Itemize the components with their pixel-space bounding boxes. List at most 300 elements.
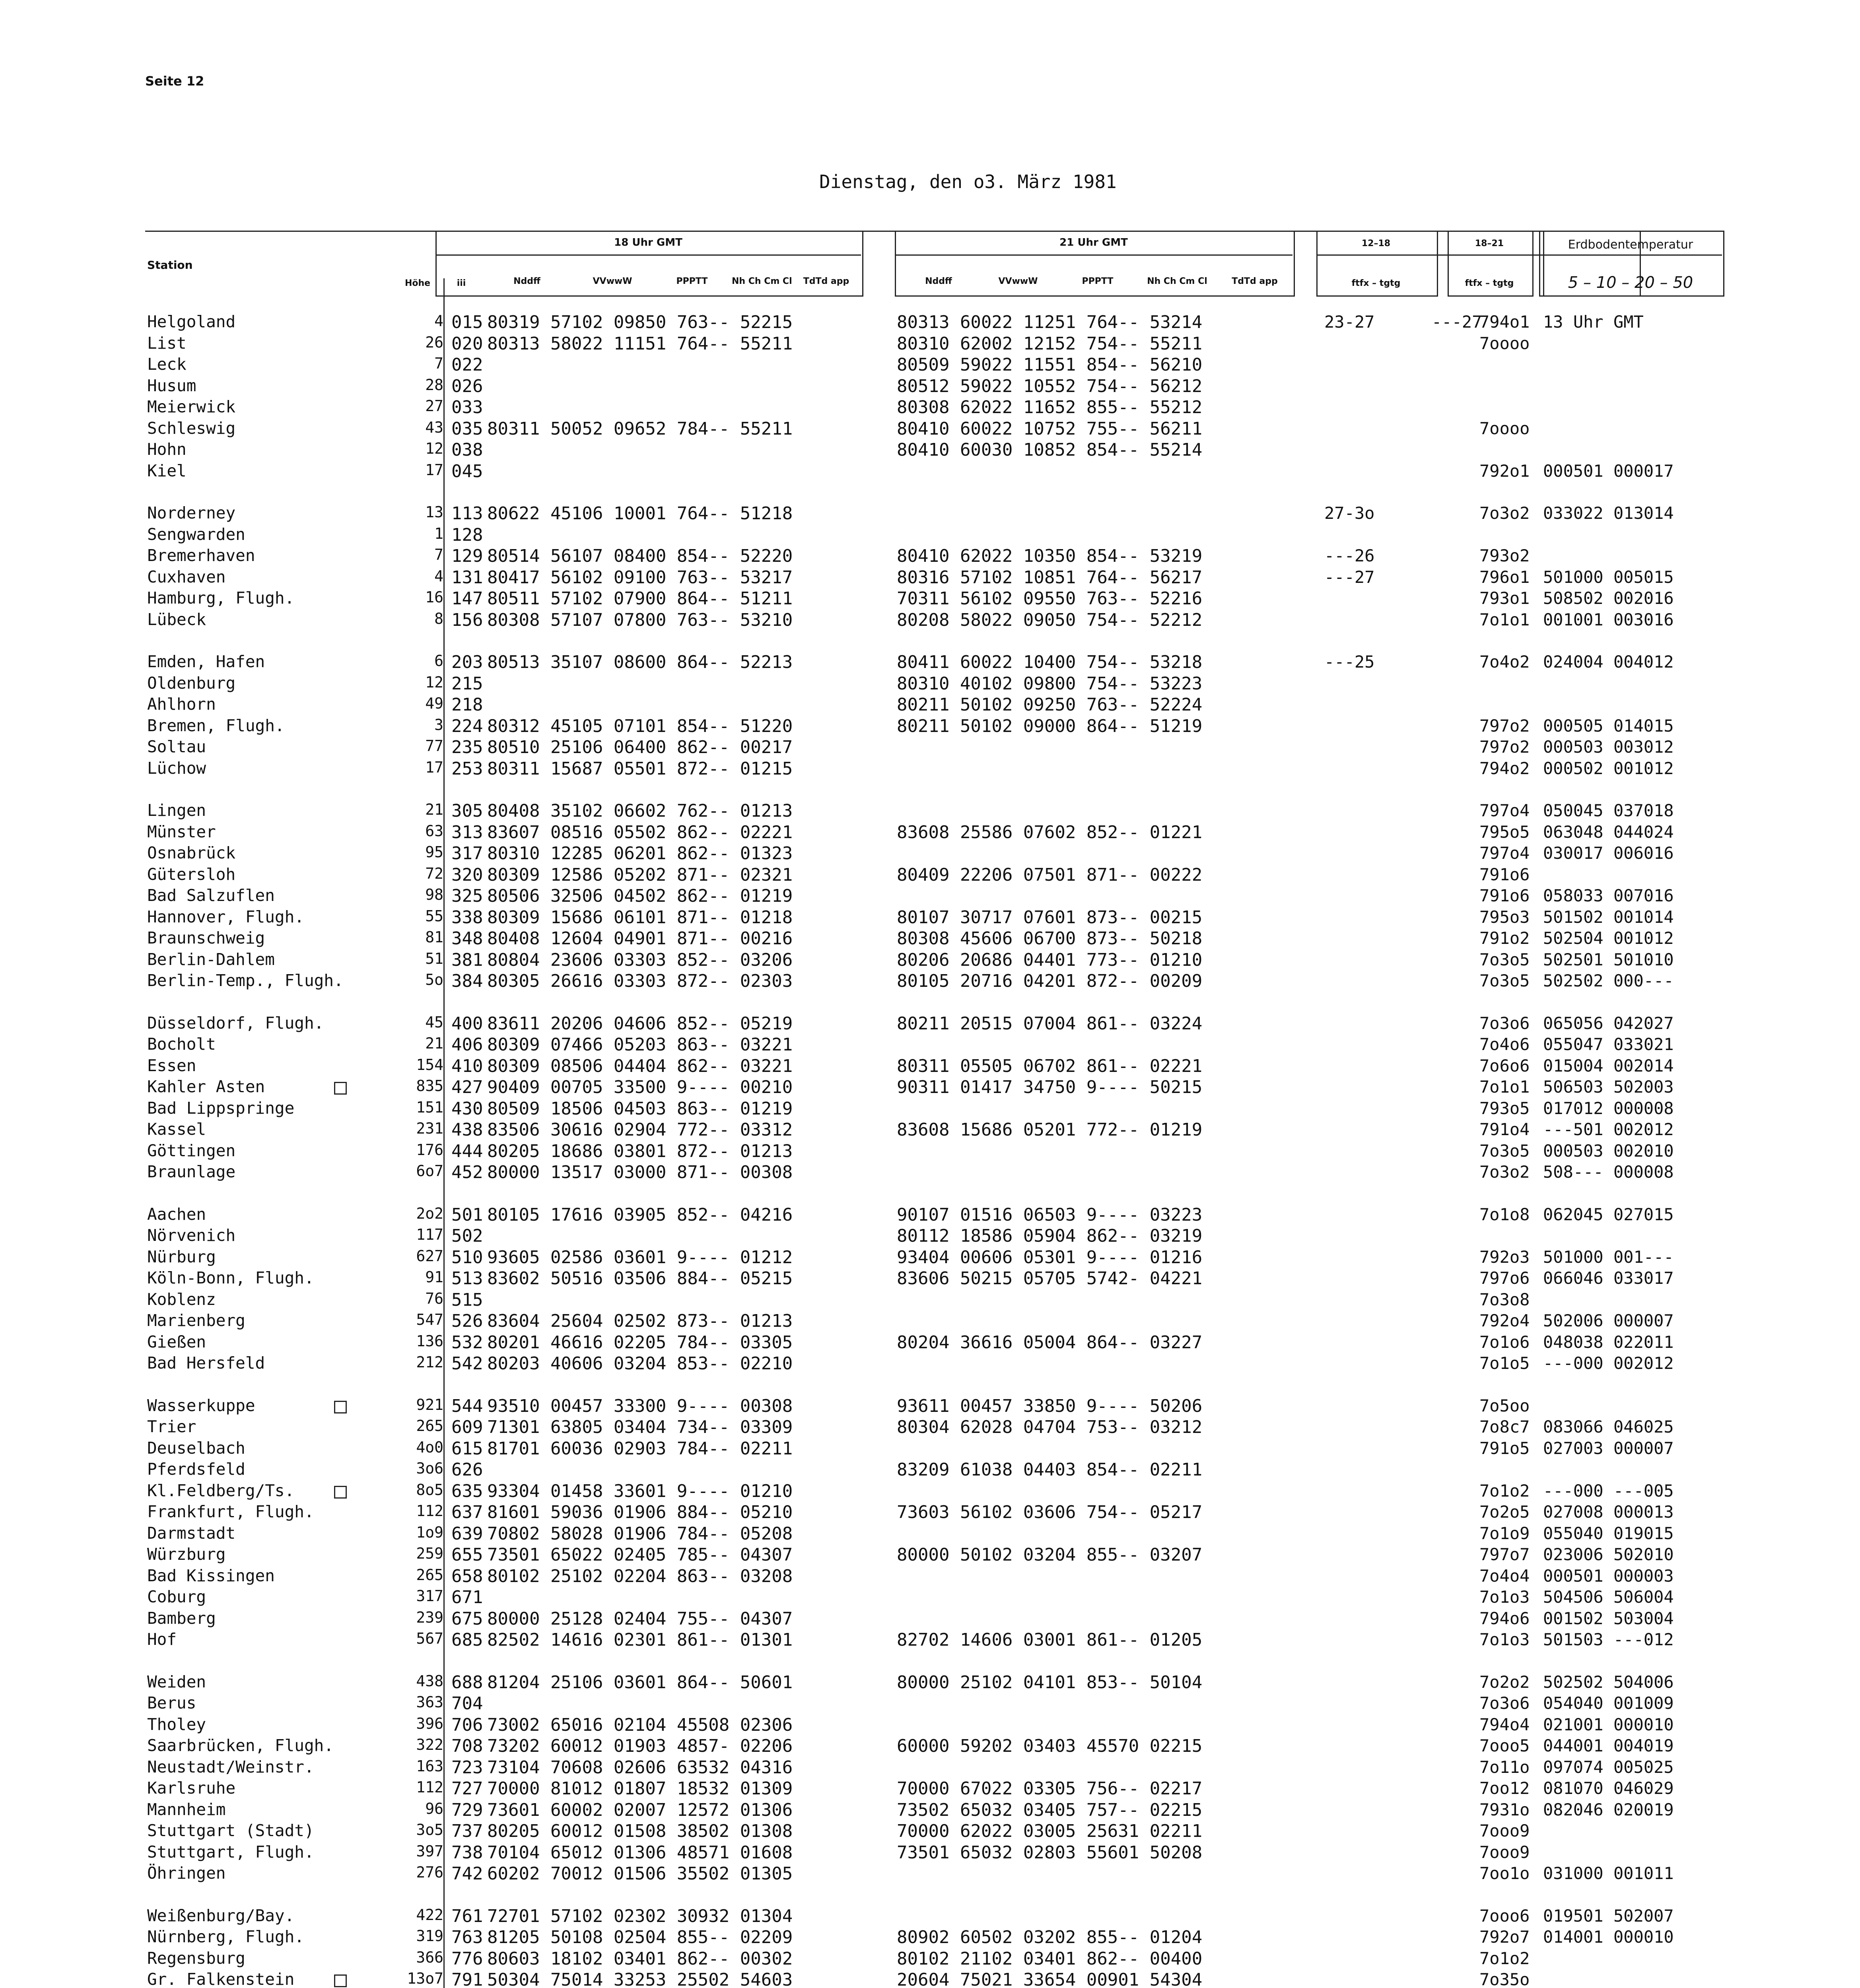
rr-tx-tn: 7o3o2 [1479, 503, 1530, 523]
station-name: Kassel [147, 1120, 206, 1139]
rr-tx-tn: 7oo1o [1479, 1864, 1530, 1883]
obs-18-utc: 81205 50108 02504 855-- 02209 [487, 1927, 793, 1947]
station-height: 835 [416, 1077, 443, 1095]
soil-temperature: 021001 000010 [1543, 1715, 1674, 1734]
station-height: 21 [425, 1035, 443, 1052]
obs-18-utc: 71301 63805 03404 734-- 03309 [487, 1417, 793, 1437]
station-name: Braunlage [147, 1162, 236, 1181]
obs-18-utc: 80201 46616 02205 784-- 03305 [487, 1332, 793, 1353]
obs-21-utc: 73501 65032 02803 55601 50208 [897, 1842, 1203, 1863]
obs-18-utc: 80408 35102 06602 762-- 01213 [487, 801, 793, 821]
header-col: TdTd app [803, 276, 849, 286]
station-id: 532 [451, 1332, 483, 1353]
station-id: 131 [451, 567, 483, 588]
header-col: VVwwW [998, 276, 1038, 286]
station-height: 265 [416, 1566, 443, 1584]
wind-18-21: ---27 [1432, 312, 1482, 332]
station-id: 033 [451, 397, 483, 417]
rr-tx-tn: 7o1o3 [1479, 1587, 1530, 1607]
obs-21-utc: 80512 59022 10552 754-- 56212 [897, 376, 1203, 396]
soil-temperature: 000501 000003 [1543, 1566, 1674, 1586]
station-height: 259 [416, 1545, 443, 1562]
station-id: 626 [451, 1460, 483, 1480]
rr-tx-tn: 7o1o2 [1479, 1949, 1530, 1968]
station-name: Koblenz [147, 1290, 216, 1309]
soil-temperature: 501000 001--- [1543, 1247, 1674, 1267]
obs-18-utc: 73002 65016 02104 45508 02306 [487, 1715, 793, 1735]
station-id: 444 [451, 1141, 483, 1161]
rr-tx-tn: 797o7 [1479, 1545, 1530, 1564]
station-id: 026 [451, 376, 483, 396]
station-id: 502 [451, 1226, 483, 1246]
station-name: Stuttgart (Stadt) [147, 1821, 314, 1840]
obs-21-utc: 80211 20515 07004 861-- 03224 [897, 1013, 1203, 1034]
soil-temperature: 001502 503004 [1543, 1609, 1674, 1628]
station-id: 406 [451, 1035, 483, 1055]
obs-18-utc: 80310 12285 06201 862-- 01323 [487, 843, 793, 864]
soil-temperature: 048038 022011 [1543, 1332, 1674, 1352]
rr-tx-tn: 792o3 [1479, 1247, 1530, 1267]
station-id: 685 [451, 1630, 483, 1650]
obs-21-utc: 80313 60022 11251 764-- 53214 [897, 312, 1203, 332]
station-name: Gütersloh [147, 865, 236, 884]
rr-tx-tn: 7o4o4 [1479, 1566, 1530, 1586]
station-height: 4 [434, 312, 443, 330]
obs-18-utc: 80000 13517 03000 871-- 00308 [487, 1162, 793, 1182]
station-height: 49 [425, 695, 443, 712]
header-sub: ftfx – tgtg [1465, 278, 1514, 288]
soil-temperature: 000503 002010 [1543, 1141, 1674, 1161]
obs-21-utc: 60000 59202 03403 45570 02215 [897, 1736, 1203, 1756]
soil-temperature: 044001 004019 [1543, 1736, 1674, 1755]
station-name: Cuxhaven [147, 567, 226, 586]
station-id: 015 [451, 312, 483, 332]
station-name: Pferdsfeld [147, 1460, 245, 1479]
station-id: 215 [451, 674, 483, 694]
header-erd-depths: 5 – 10 – 20 – 50 [1568, 274, 1693, 292]
station-id: 410 [451, 1056, 483, 1076]
station-height: 4 [434, 567, 443, 585]
station-name: Essen [147, 1056, 196, 1075]
station-id: 235 [451, 737, 483, 757]
soil-temperature: 050045 037018 [1543, 801, 1674, 820]
station-name: Frankfurt, Flugh. [147, 1502, 314, 1521]
soil-temperature: 014001 000010 [1543, 1927, 1674, 1947]
rr-tx-tn: 797o4 [1479, 801, 1530, 820]
station-height: 154 [416, 1056, 443, 1074]
header-21-uhr: 21 Uhr GMT [1059, 237, 1128, 248]
obs-18-utc: 93510 00457 33300 9---- 00308 [487, 1396, 793, 1416]
obs-18-utc: 93605 02586 03601 9---- 01212 [487, 1247, 793, 1268]
obs-18-utc: 80622 45106 10001 764-- 51218 [487, 503, 793, 524]
rr-tx-tn: 7o1o5 [1479, 1353, 1530, 1373]
obs-21-utc: 80211 50102 09250 763-- 52224 [897, 695, 1203, 715]
station-id: 045 [451, 461, 483, 481]
station-name: Braunschweig [147, 928, 265, 947]
station-height: 28 [425, 376, 443, 394]
station-height: 319 [416, 1927, 443, 1945]
soil-temperature: ---501 002012 [1543, 1120, 1674, 1139]
rr-tx-tn: 7o1o1 [1479, 610, 1530, 629]
soil-temperature: 502502 000--- [1543, 971, 1674, 990]
station-name: Würzburg [147, 1545, 226, 1564]
obs-21-utc: 80509 59022 11551 854-- 56210 [897, 355, 1203, 375]
station-name: Lübeck [147, 610, 206, 629]
soil-temperature: 065056 042027 [1543, 1013, 1674, 1033]
station-height: 17 [425, 759, 443, 776]
station-name: Coburg [147, 1587, 206, 1606]
station-name: Husum [147, 376, 196, 395]
obs-21-utc: 73502 65032 03405 757-- 02215 [897, 1800, 1203, 1820]
obs-18-utc: 70802 58028 01906 784-- 05208 [487, 1524, 793, 1544]
station-height: 265 [416, 1417, 443, 1435]
header-col: Nddff [925, 276, 952, 286]
station-id: 384 [451, 971, 483, 991]
soil-temperature: 033022 013014 [1543, 503, 1674, 523]
rr-tx-tn: 7o4o6 [1479, 1035, 1530, 1054]
obs-18-utc: 80205 18686 03801 872-- 01213 [487, 1141, 793, 1161]
obs-18-utc: 83602 50516 03506 884-- 05215 [487, 1268, 793, 1289]
soil-temperature: 055047 033021 [1543, 1035, 1674, 1054]
station-id: 038 [451, 440, 483, 460]
header-col: TdTd app [1232, 276, 1278, 286]
rr-tx-tn: 7o3o5 [1479, 971, 1530, 990]
rr-tx-tn: 796o1 [1479, 567, 1530, 587]
header-hoehe: Höhe [404, 278, 431, 288]
obs-21-utc: 80410 62022 10350 854-- 53219 [897, 546, 1203, 566]
obs-21-utc: 70000 62022 03005 25631 02211 [897, 1821, 1203, 1841]
station-name: Berlin-Dahlem [147, 950, 275, 969]
header-iii: iii [457, 278, 466, 288]
wind-12-18: ---27 [1324, 567, 1375, 587]
station-name: Bremerhaven [147, 546, 255, 565]
station-id: 510 [451, 1247, 483, 1268]
soil-temperature: 000502 001012 [1543, 759, 1674, 778]
station-height: 13 [425, 503, 443, 521]
obs-21-utc: 80308 62022 11652 855-- 55212 [897, 397, 1203, 417]
obs-21-utc: 80411 60022 10400 754-- 53218 [897, 652, 1203, 672]
station-id: 675 [451, 1609, 483, 1629]
obs-21-utc: 80206 20686 04401 773-- 01210 [897, 950, 1203, 970]
rr-tx-tn: 794o1 [1479, 312, 1530, 332]
station-height: 627 [416, 1247, 443, 1265]
station-height: 4o0 [416, 1439, 443, 1456]
station-height: 3 [434, 716, 443, 734]
obs-21-utc: 80310 40102 09800 754-- 53223 [897, 674, 1203, 694]
obs-21-utc: 80211 50102 09000 864-- 51219 [897, 716, 1203, 736]
station-id: 761 [451, 1906, 483, 1926]
station-name: Bad Lippspringe [147, 1099, 295, 1118]
station-height: 13o7 [407, 1970, 443, 1987]
soil-temperature: 082046 020019 [1543, 1800, 1674, 1819]
soil-temperature: 502504 001012 [1543, 928, 1674, 948]
obs-18-utc: 80309 07466 05203 863-- 03221 [487, 1035, 793, 1055]
obs-18-utc: 80203 40606 03204 853-- 02210 [487, 1353, 793, 1374]
obs-18-utc: 80309 08506 04404 862-- 03221 [487, 1056, 793, 1076]
station-name: Bad Salzuflen [147, 886, 275, 905]
station-height: 6 [434, 652, 443, 670]
wind-12-18: 23-27 [1324, 312, 1375, 332]
soil-temperature: 058033 007016 [1543, 886, 1674, 905]
station-id: 544 [451, 1396, 483, 1416]
header-erdboden: Erdbodentemperatur [1568, 238, 1693, 252]
obs-18-utc: 80417 56102 09100 763-- 53217 [487, 567, 793, 588]
obs-21-utc: 80112 18586 05904 862-- 03219 [897, 1226, 1203, 1246]
obs-18-utc: 81601 59036 01906 884-- 05210 [487, 1502, 793, 1522]
station-name: Marienberg [147, 1311, 245, 1330]
soil-temperature: 502502 504006 [1543, 1672, 1674, 1692]
rr-tx-tn: 7o3o8 [1479, 1290, 1530, 1309]
station-height: 396 [416, 1715, 443, 1732]
obs-21-utc: 80311 05505 06702 861-- 02221 [897, 1056, 1203, 1076]
rr-tx-tn: 794o4 [1479, 1715, 1530, 1734]
wind-12-18: 27-3o [1324, 503, 1375, 523]
station-id: 438 [451, 1120, 483, 1140]
station-height: 8 [434, 610, 443, 627]
station-name: Nürnberg, Flugh. [147, 1927, 304, 1946]
rr-tx-tn: 795o5 [1479, 822, 1530, 842]
rr-tx-tn: 791o2 [1479, 928, 1530, 948]
soil-temperature: 083066 046025 [1543, 1417, 1674, 1437]
station-height: 921 [416, 1396, 443, 1413]
obs-21-utc: 80000 50102 03204 855-- 03207 [897, 1545, 1203, 1565]
header-col: PPPTT [1082, 276, 1114, 286]
obs-21-utc: 80410 60022 10752 755-- 56211 [897, 419, 1203, 439]
station-height: 112 [416, 1502, 443, 1520]
rr-tx-tn: 797o6 [1479, 1268, 1530, 1288]
obs-18-utc: 80506 32506 04502 862-- 01219 [487, 886, 793, 906]
station-height: 63 [425, 822, 443, 840]
rr-tx-tn: 7oooo [1479, 419, 1530, 438]
soil-temperature: 023006 502010 [1543, 1545, 1674, 1564]
station-name: Lüchow [147, 759, 206, 778]
obs-18-utc: 80305 26616 03303 872-- 02303 [487, 971, 793, 991]
obs-18-utc: 73104 70608 02606 63532 04316 [487, 1757, 793, 1778]
rr-tx-tn: 7ooo6 [1479, 1906, 1530, 1926]
station-name: Öhringen [147, 1864, 226, 1883]
station-name: Hannover, Flugh. [147, 907, 304, 926]
rr-tx-tn: 791o4 [1479, 1120, 1530, 1139]
station-id: 313 [451, 822, 483, 843]
station-name: Stuttgart, Flugh. [147, 1842, 314, 1862]
station-height: 95 [425, 843, 443, 861]
station-id: 400 [451, 1013, 483, 1034]
obs-18-utc: 73202 60012 01903 4857- 02206 [487, 1736, 793, 1756]
station-name: Regensburg [147, 1949, 245, 1968]
station-height: 1o9 [416, 1524, 443, 1541]
station-name: Saarbrücken, Flugh. [147, 1736, 334, 1755]
rr-tx-tn: 7o1o1 [1479, 1077, 1530, 1097]
obs-18-utc: 81701 60036 02903 784-- 02211 [487, 1439, 793, 1459]
station-name: Bamberg [147, 1609, 216, 1628]
soil-temperature: 031000 001011 [1543, 1864, 1674, 1883]
station-id: 320 [451, 865, 483, 885]
obs-18-utc: 80312 45105 07101 854-- 51220 [487, 716, 793, 736]
obs-18-utc: 80513 35107 08600 864-- 52213 [487, 652, 793, 672]
header-12-18: 12–18 [1361, 239, 1391, 248]
station-height: 81 [425, 928, 443, 946]
station-name: Nörvenich [147, 1226, 236, 1245]
rr-tx-tn: 7ooo9 [1479, 1842, 1530, 1862]
rr-tx-tn: 7o1o2 [1479, 1481, 1530, 1501]
station-name: Bocholt [147, 1035, 216, 1054]
obs-21-utc: 80902 60502 03202 855-- 01204 [897, 1927, 1203, 1947]
station-name: Neustadt/Weinstr. [147, 1757, 314, 1776]
station-height: 567 [416, 1630, 443, 1647]
station-name: Darmstadt [147, 1524, 236, 1543]
rr-tx-tn: 7ooo5 [1479, 1736, 1530, 1755]
station-name: Gr. Falkenstein [147, 1970, 295, 1988]
soil-temperature: 054040 001009 [1543, 1693, 1674, 1713]
obs-21-utc: 80000 25102 04101 853-- 50104 [897, 1672, 1203, 1693]
square-icon [334, 1082, 347, 1095]
header-sub: ftfx – tgtg [1351, 278, 1401, 288]
station-id: 427 [451, 1077, 483, 1097]
obs-18-utc: 80105 17616 03905 852-- 04216 [487, 1205, 793, 1225]
station-name: Göttingen [147, 1141, 236, 1160]
obs-21-utc: 83608 25586 07602 852-- 01221 [897, 822, 1203, 843]
station-id: 639 [451, 1524, 483, 1544]
header-col: PPPTT [676, 276, 708, 286]
header-18-21: 18–21 [1475, 239, 1504, 248]
station-id: 727 [451, 1778, 483, 1799]
obs-18-utc: 90409 00705 33500 9---- 00210 [487, 1077, 793, 1097]
rule [435, 254, 861, 256]
station-id: 526 [451, 1311, 483, 1331]
obs-21-utc: 80107 30717 07601 873-- 00215 [897, 907, 1203, 928]
rr-tx-tn: 797o2 [1479, 737, 1530, 757]
station-height: 6o7 [416, 1162, 443, 1180]
station-name: Düsseldorf, Flugh. [147, 1013, 324, 1033]
station-name: Tholey [147, 1715, 206, 1734]
rr-tx-tn: 793o1 [1479, 588, 1530, 608]
obs-18-utc: 72701 57102 02302 30932 01304 [487, 1906, 793, 1926]
soil-temperature: 13 Uhr GMT [1543, 312, 1644, 332]
station-id: 655 [451, 1545, 483, 1565]
obs-18-utc: 80511 57102 07900 864-- 51211 [487, 588, 793, 609]
obs-21-utc: 20604 75021 33654 00901 54304 [897, 1970, 1203, 1988]
station-height: 1 [434, 525, 443, 542]
station-id: 738 [451, 1842, 483, 1863]
station-name: Schleswig [147, 419, 236, 438]
station-id: 542 [451, 1353, 483, 1374]
station-id: 022 [451, 355, 483, 375]
rr-tx-tn: 7o3o6 [1479, 1013, 1530, 1033]
station-name: Kl.Feldberg/Ts. [147, 1481, 295, 1500]
station-id: 129 [451, 546, 483, 566]
obs-18-utc: 80309 12586 05202 871-- 02321 [487, 865, 793, 885]
soil-temperature: 501503 ---012 [1543, 1630, 1674, 1649]
station-id: 723 [451, 1757, 483, 1778]
station-name: Osnabrück [147, 843, 236, 862]
rr-tx-tn: 791o5 [1479, 1439, 1530, 1458]
station-height: 438 [416, 1672, 443, 1690]
soil-temperature: 081070 046029 [1543, 1778, 1674, 1798]
rr-tx-tn: 7931o [1479, 1800, 1530, 1819]
station-name: Kahler Asten [147, 1077, 265, 1096]
rr-tx-tn: 797o2 [1479, 716, 1530, 736]
rr-tx-tn: 791o6 [1479, 865, 1530, 884]
rr-tx-tn: 792o1 [1479, 461, 1530, 481]
obs-18-utc: 70000 81012 01807 18532 01309 [487, 1778, 793, 1799]
station-id: 381 [451, 950, 483, 970]
station-id: 147 [451, 588, 483, 609]
station-height: 98 [425, 886, 443, 903]
station-id: 501 [451, 1205, 483, 1225]
station-height: 212 [416, 1353, 443, 1371]
obs-18-utc: 60202 70012 01506 35502 01305 [487, 1864, 793, 1884]
station-id: 776 [451, 1949, 483, 1969]
obs-18-utc: 70104 65012 01306 48571 01608 [487, 1842, 793, 1863]
station-height: 322 [416, 1736, 443, 1753]
rule [1316, 254, 1722, 256]
station-id: 317 [451, 843, 483, 864]
header-col: Nh Ch Cm Cl [1147, 276, 1207, 286]
soil-temperature: 001001 003016 [1543, 610, 1674, 629]
soil-temperature: 501502 001014 [1543, 907, 1674, 927]
station-id: 253 [451, 759, 483, 779]
rr-tx-tn: 7o5oo [1479, 1396, 1530, 1415]
soil-temperature: 000505 014015 [1543, 716, 1674, 736]
rr-tx-tn: 7o2o2 [1479, 1672, 1530, 1692]
station-name: Trier [147, 1417, 196, 1436]
obs-18-utc: 81204 25106 03601 864-- 50601 [487, 1672, 793, 1693]
rr-tx-tn: 793o2 [1479, 546, 1530, 565]
station-id: 430 [451, 1099, 483, 1119]
station-name: Bremen, Flugh. [147, 716, 285, 735]
rr-tx-tn: 7o1o3 [1479, 1630, 1530, 1649]
station-height: 55 [425, 907, 443, 925]
station-name: Sengwarden [147, 525, 245, 544]
station-id: 658 [451, 1566, 483, 1586]
soil-temperature: 024004 004012 [1543, 652, 1674, 672]
obs-18-utc: 80313 58022 11151 764-- 55211 [487, 334, 793, 354]
rr-tx-tn: 792o4 [1479, 1311, 1530, 1330]
station-name: Gießen [147, 1332, 206, 1351]
station-name: Kiel [147, 461, 187, 480]
station-name: Norderney [147, 503, 236, 522]
station-id: 325 [451, 886, 483, 906]
rr-tx-tn: 7o3o5 [1479, 950, 1530, 969]
station-name: Leck [147, 355, 187, 374]
obs-21-utc: 90311 01417 34750 9---- 50215 [897, 1077, 1203, 1097]
soil-temperature: 055040 019015 [1543, 1524, 1674, 1543]
obs-18-utc: 80000 25128 02404 755-- 04307 [487, 1609, 793, 1629]
station-name: Bad Hersfeld [147, 1353, 265, 1373]
soil-temperature: 508--- 000008 [1543, 1162, 1674, 1182]
station-height: 276 [416, 1864, 443, 1881]
station-height: 51 [425, 950, 443, 967]
obs-21-utc: 80304 62028 04704 753-- 03212 [897, 1417, 1203, 1437]
station-height: 27 [425, 397, 443, 415]
obs-18-utc: 93304 01458 33601 9---- 01210 [487, 1481, 793, 1501]
header-col: VVwwW [593, 276, 632, 286]
station-id: 452 [451, 1162, 483, 1182]
obs-18-utc: 80408 12604 04901 871-- 00216 [487, 928, 793, 949]
rr-tx-tn: 7o11o [1479, 1757, 1530, 1777]
rr-tx-tn: 7o1o8 [1479, 1205, 1530, 1224]
station-height: 136 [416, 1332, 443, 1350]
station-height: 397 [416, 1842, 443, 1860]
station-id: 763 [451, 1927, 483, 1947]
station-id: 729 [451, 1800, 483, 1820]
station-id: 615 [451, 1439, 483, 1459]
station-name: Hohn [147, 440, 187, 459]
rr-tx-tn: 794o2 [1479, 759, 1530, 778]
obs-18-utc: 80205 60012 01508 38502 01308 [487, 1821, 793, 1841]
station-height: 12 [425, 440, 443, 457]
station-id: 671 [451, 1587, 483, 1607]
